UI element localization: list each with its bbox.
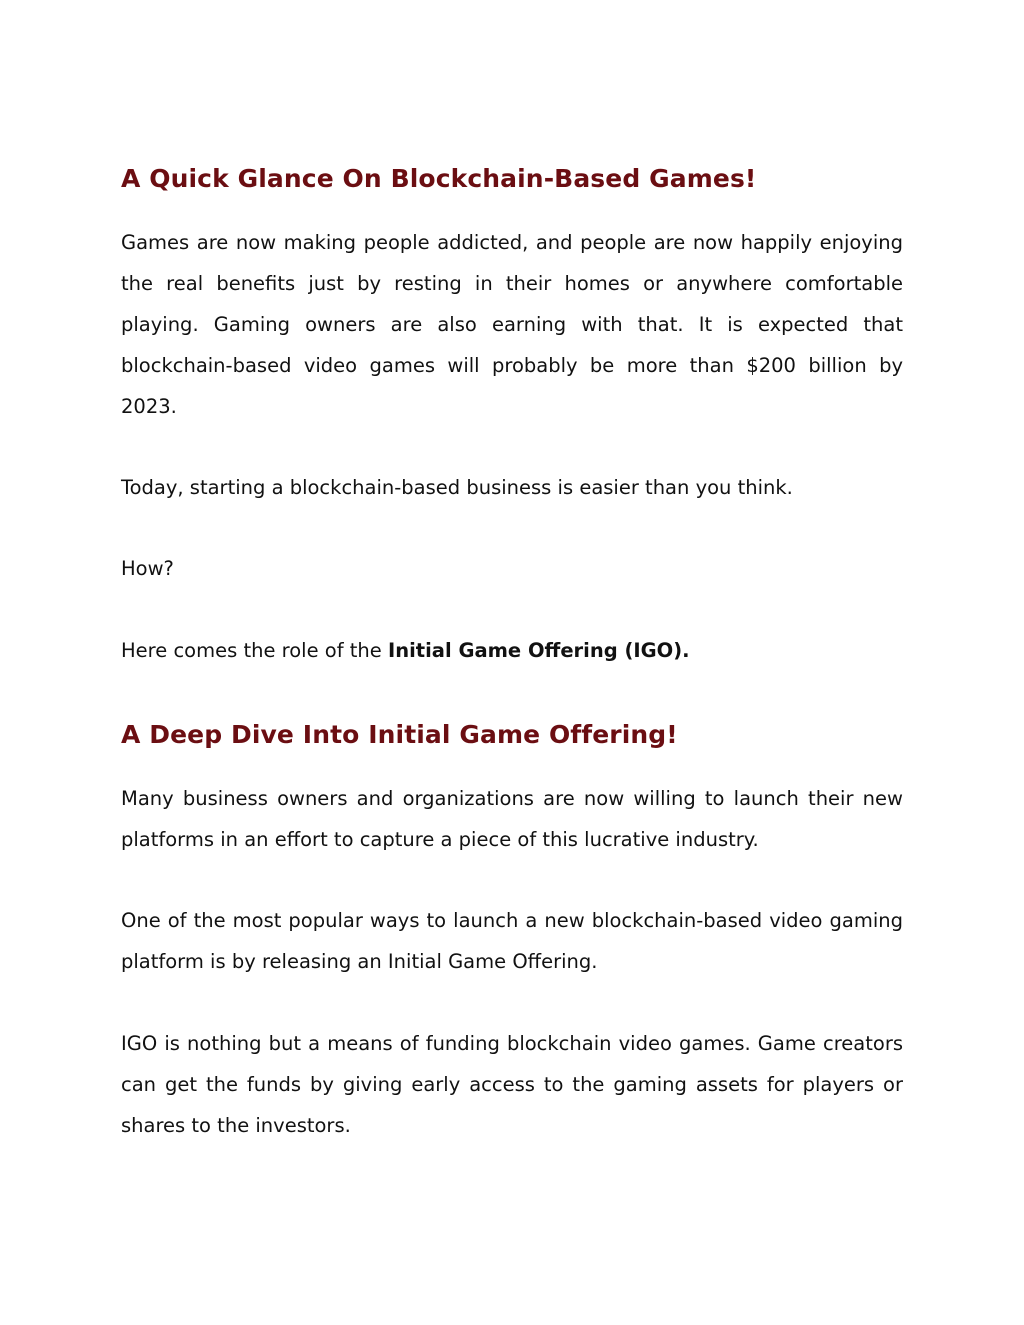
paragraph-popular-ways: One of the most popular ways to launch a new blockchain-based video gaming platform is by releasing an Initial Game Offering. [121,909,903,973]
paragraph-business-owners: Many business owners and organizations are now willing to launch their new platforms in an effort to capture a piece of this lucrative industry. [121,787,903,851]
paragraph-starting-business: Today, starting a blockchain-based business is easier than you think. [121,476,793,499]
paragraph-how: How? [121,557,174,580]
paragraph-games-addicted: Games are now making people addicted, and people are now happily enjoying the real benefits just by resting in their homes or anywhere comfortable playing. Gaming owners are also earning with that. It is expected that blockchain-based video games will probably be more than $200 billion by 2023. [121,231,903,418]
igo-role-text: Here comes the role of the [121,639,388,662]
section-heading-deep-dive-igo: A Deep Dive Into Initial Game Offering! [121,720,678,749]
igo-term-bold: Initial Game Offering (IGO). [387,639,690,662]
paragraph-igo-definition: IGO is nothing but a means of funding blockchain video games. Game creators can get the funds by giving early access to the gaming assets for players or shares to the investors. [121,1032,903,1137]
paragraph-igo-role [121,630,903,671]
section-heading-blockchain-games: A Quick Glance On Blockchain-Based Games! [121,164,757,193]
